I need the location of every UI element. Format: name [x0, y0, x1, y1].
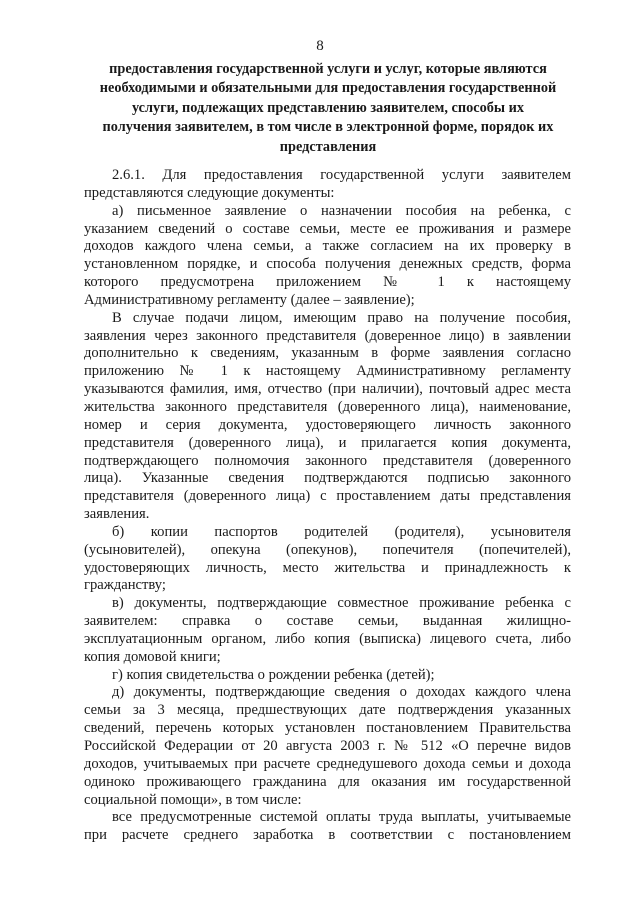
heading-line: получения заявителем, в том числе в электронной форме, порядок их [102, 119, 554, 136]
text-line: заявления. [84, 506, 150, 523]
text-line: В случае подачи лицом, имеющим право на получение пособия, [112, 309, 571, 326]
text-line: установленном порядке, и способа получения денежных средств, форма [84, 256, 571, 273]
text-line: сведений, перечень которых установлен постановлением Правительства [84, 720, 571, 737]
text-line: представителя (доверенного лица), и прилагается копия документа, [84, 434, 571, 451]
text-line: а) письменное заявление о назначении пособия на ребенка, с [112, 202, 571, 219]
text-line: номер и серия документа, удостоверяющего личность законного [84, 416, 571, 433]
text-line: указываются фамилия, имя, отчество (при наличии), почтовый адрес места [84, 381, 571, 398]
text-line: (усыновителей), опекуна (опекунов), попечителя (попечителей), [84, 541, 571, 558]
text-line: все предусмотренные системой оплаты труда выплаты, учитываемые [112, 809, 571, 826]
text-line: семьи за 3 месяца, предшествующих дате подтверждения указанных [84, 702, 571, 719]
text-line: г) копия свидетельства о рождении ребенка (детей); [112, 666, 435, 683]
text-line: гражданству; [84, 577, 166, 594]
text-line: доходов, учитываемых при расчете среднедушевого дохода семьи и дохода [84, 755, 571, 772]
text-line: представляются следующие документы: [84, 184, 335, 201]
text-line: доходов каждого члена семьи, а также согласием на их проверку в [84, 238, 571, 255]
text-line: одиноко проживающего гражданина для оказания им государственной [84, 773, 571, 790]
text-line: в) документы, подтверждающие совместное проживание ребенка с [112, 595, 571, 612]
text-line: д) документы, подтверждающие сведения о доходах каждого члена [112, 684, 571, 701]
section-heading [88, 60, 568, 157]
text-line: лица). Указанные сведения подтверждаются подписью законного [84, 470, 571, 487]
text-line: социальной помощи», в том числе: [84, 791, 302, 808]
text-line: дополнительно к сведениям, указанным в форме заявления согласно [84, 345, 571, 362]
text-line: указанием сведений о составе семьи, месте ее проживания и размере [84, 220, 571, 237]
text-line: Российской Федерации от 20 августа 2003 г. № 512 «О перечне видов [84, 738, 571, 754]
text-line: при расчете среднего заработка в соответствии с постановлением [84, 827, 571, 844]
text-line: жительства законного представителя (доверенного лица), наименование, [84, 398, 571, 415]
text-line: подтверждающего полномочия законного представителя (доверенного [84, 452, 571, 469]
text-line: эксплуатационным органом, либо копия (выписка) лицевого счета, либо [84, 630, 571, 647]
heading-line: необходимыми и обязательными для предоставления государственной [99, 80, 557, 97]
text-line: представителя (доверенного лица) с проставлением даты представления [84, 488, 571, 505]
heading-line: предоставления государственной услуги и услуг, которые являются [109, 61, 547, 77]
text-line: заявителем: справка о составе семьи, выданная жилищно- [84, 613, 571, 630]
text-line: Административному регламенту (далее – заявление); [84, 291, 415, 308]
heading-line: услуги, подлежащих представлению заявителем, способы их [131, 99, 525, 116]
text-line: копия домовой книги; [84, 648, 221, 665]
text-line: заявления через законного представителя (доверенное лицо) в заявлении [84, 327, 571, 344]
text-line: приложению № 1 к настоящему Административному регламенту [84, 363, 571, 380]
heading-line: представления [279, 138, 377, 155]
document-body [84, 167, 571, 845]
page-number: 8 [316, 38, 324, 54]
text-line: 2.6.1. Для предоставления государственной услуги заявителем [112, 167, 571, 183]
text-line: б) копии паспортов родителей (родителя), усыновителя [112, 523, 571, 540]
text-line: которого предусмотрена приложением № 1 к настоящему [84, 274, 571, 291]
text-line: удостоверяющих личность, место жительства и принадлежность к [84, 559, 571, 576]
